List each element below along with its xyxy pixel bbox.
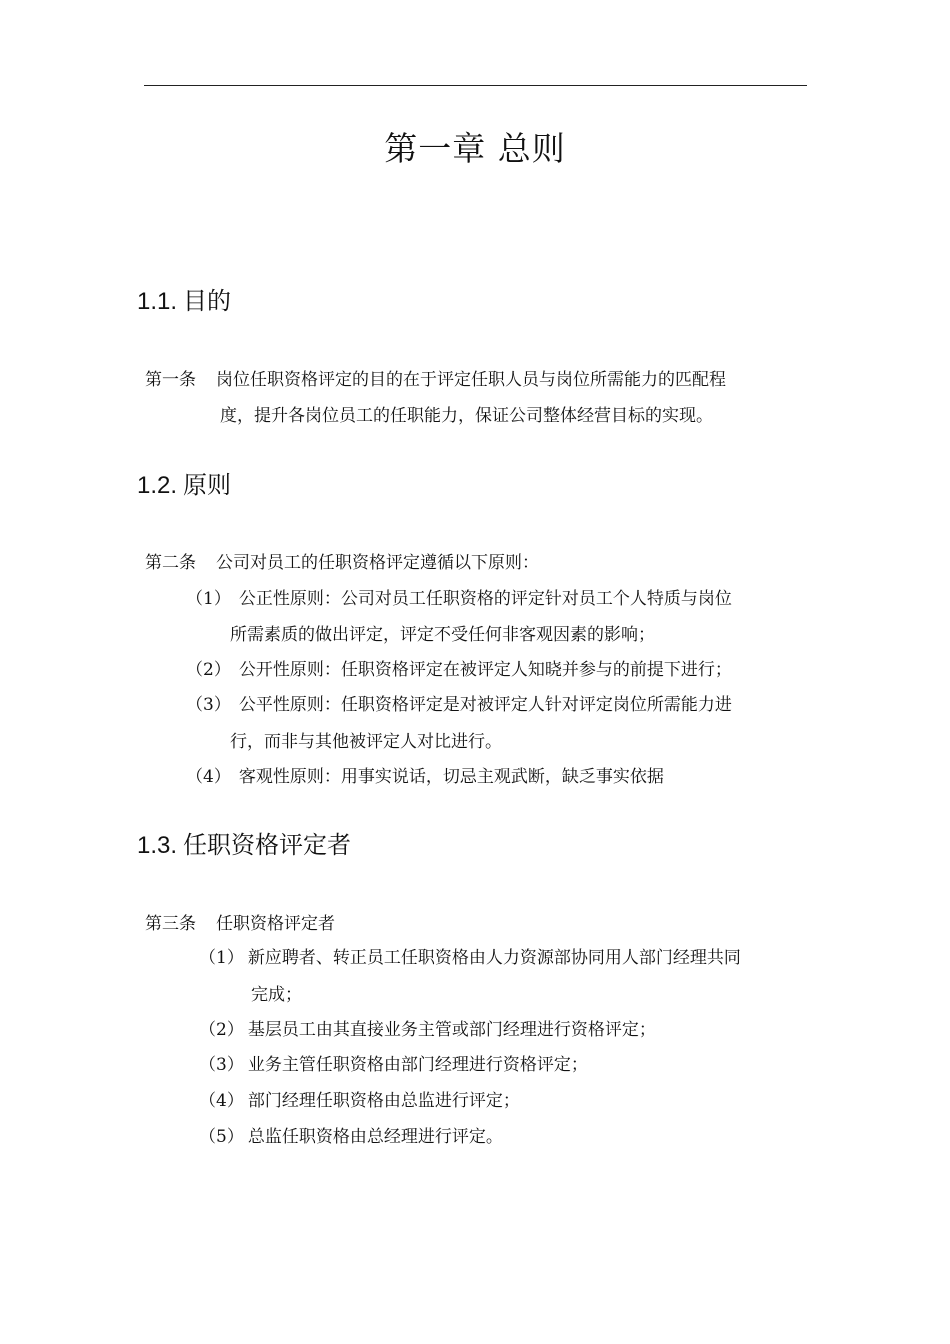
list-text: 公开性原则：任职资格评定在被评定人知晓并参与的前提下进行；	[238, 660, 732, 680]
list-text: 总监任职资格由总经理进行评定。	[247, 1127, 503, 1147]
list-marker: （3）	[186, 695, 231, 715]
list-marker: （1）	[186, 589, 231, 609]
article-label: 第三条	[145, 914, 196, 934]
article-label: 第二条	[145, 553, 196, 573]
list-text: 部门经理任职资格由总监进行评定；	[247, 1091, 520, 1111]
section-title: 原则	[183, 471, 232, 499]
list-item	[186, 693, 732, 717]
article-3-intro	[145, 912, 335, 936]
article-1-line-1	[145, 368, 726, 392]
list-marker: （3）	[199, 1055, 244, 1075]
list-text: 新应聘者、转正员工任职资格由人力资源部协同用人部门经理共同	[247, 948, 741, 968]
list-marker: （5）	[199, 1127, 244, 1147]
list-marker: （1）	[199, 948, 244, 968]
article-text: 公司对员工的任职资格评定遵循以下原则：	[216, 553, 539, 573]
article-1-line-2: 度，提升各岗位员工的任职能力，保证公司整体经营目标的实现。	[220, 406, 713, 426]
section-title: 任职资格评定者	[183, 831, 352, 859]
list-marker: （4）	[186, 767, 231, 787]
list-text: 公平性原则：任职资格评定是对被评定人针对评定岗位所需能力进	[238, 695, 732, 715]
list-text: 公正性原则：公司对员工任职资格的评定针对员工个人特质与岗位	[238, 589, 732, 609]
list-marker: （2）	[186, 660, 231, 680]
list-item	[199, 1053, 588, 1077]
article-label: 第一条	[145, 370, 196, 390]
list-item	[186, 765, 664, 789]
section-number: 1.1.	[137, 288, 178, 315]
section-heading-principles	[137, 470, 231, 501]
header-rule	[144, 85, 807, 86]
article-2-intro	[145, 551, 539, 575]
list-marker: （4）	[199, 1091, 244, 1111]
section-title: 目的	[183, 287, 232, 315]
section-number: 1.3.	[137, 832, 178, 859]
chapter-title: 第一章 总则	[384, 129, 566, 168]
list-item	[186, 587, 732, 611]
article-text: 任职资格评定者	[216, 914, 335, 934]
list-item	[199, 1018, 656, 1042]
article-text: 岗位任职资格评定的目的在于评定任职人员与岗位所需能力的匹配程	[216, 370, 726, 390]
list-item-continuation: 行，而非与其他被评定人对比进行。	[230, 732, 502, 752]
list-item-continuation: 所需素质的做出评定，评定不受任何非客观因素的影响；	[230, 625, 655, 645]
list-item	[199, 946, 741, 970]
list-item-continuation: 完成；	[251, 985, 302, 1005]
list-text: 业务主管任职资格由部门经理进行资格评定；	[247, 1055, 588, 1075]
list-text: 客观性原则：用事实说话，切忌主观武断，缺乏事实依据	[238, 767, 664, 787]
section-number: 1.2.	[137, 472, 178, 499]
list-item	[199, 1125, 503, 1149]
list-marker: （2）	[199, 1020, 244, 1040]
list-text: 基层员工由其直接业务主管或部门经理进行资格评定；	[247, 1020, 656, 1040]
list-item	[199, 1089, 520, 1113]
list-item	[186, 658, 732, 682]
section-heading-assessors	[137, 830, 351, 861]
section-heading-purpose	[137, 286, 231, 317]
